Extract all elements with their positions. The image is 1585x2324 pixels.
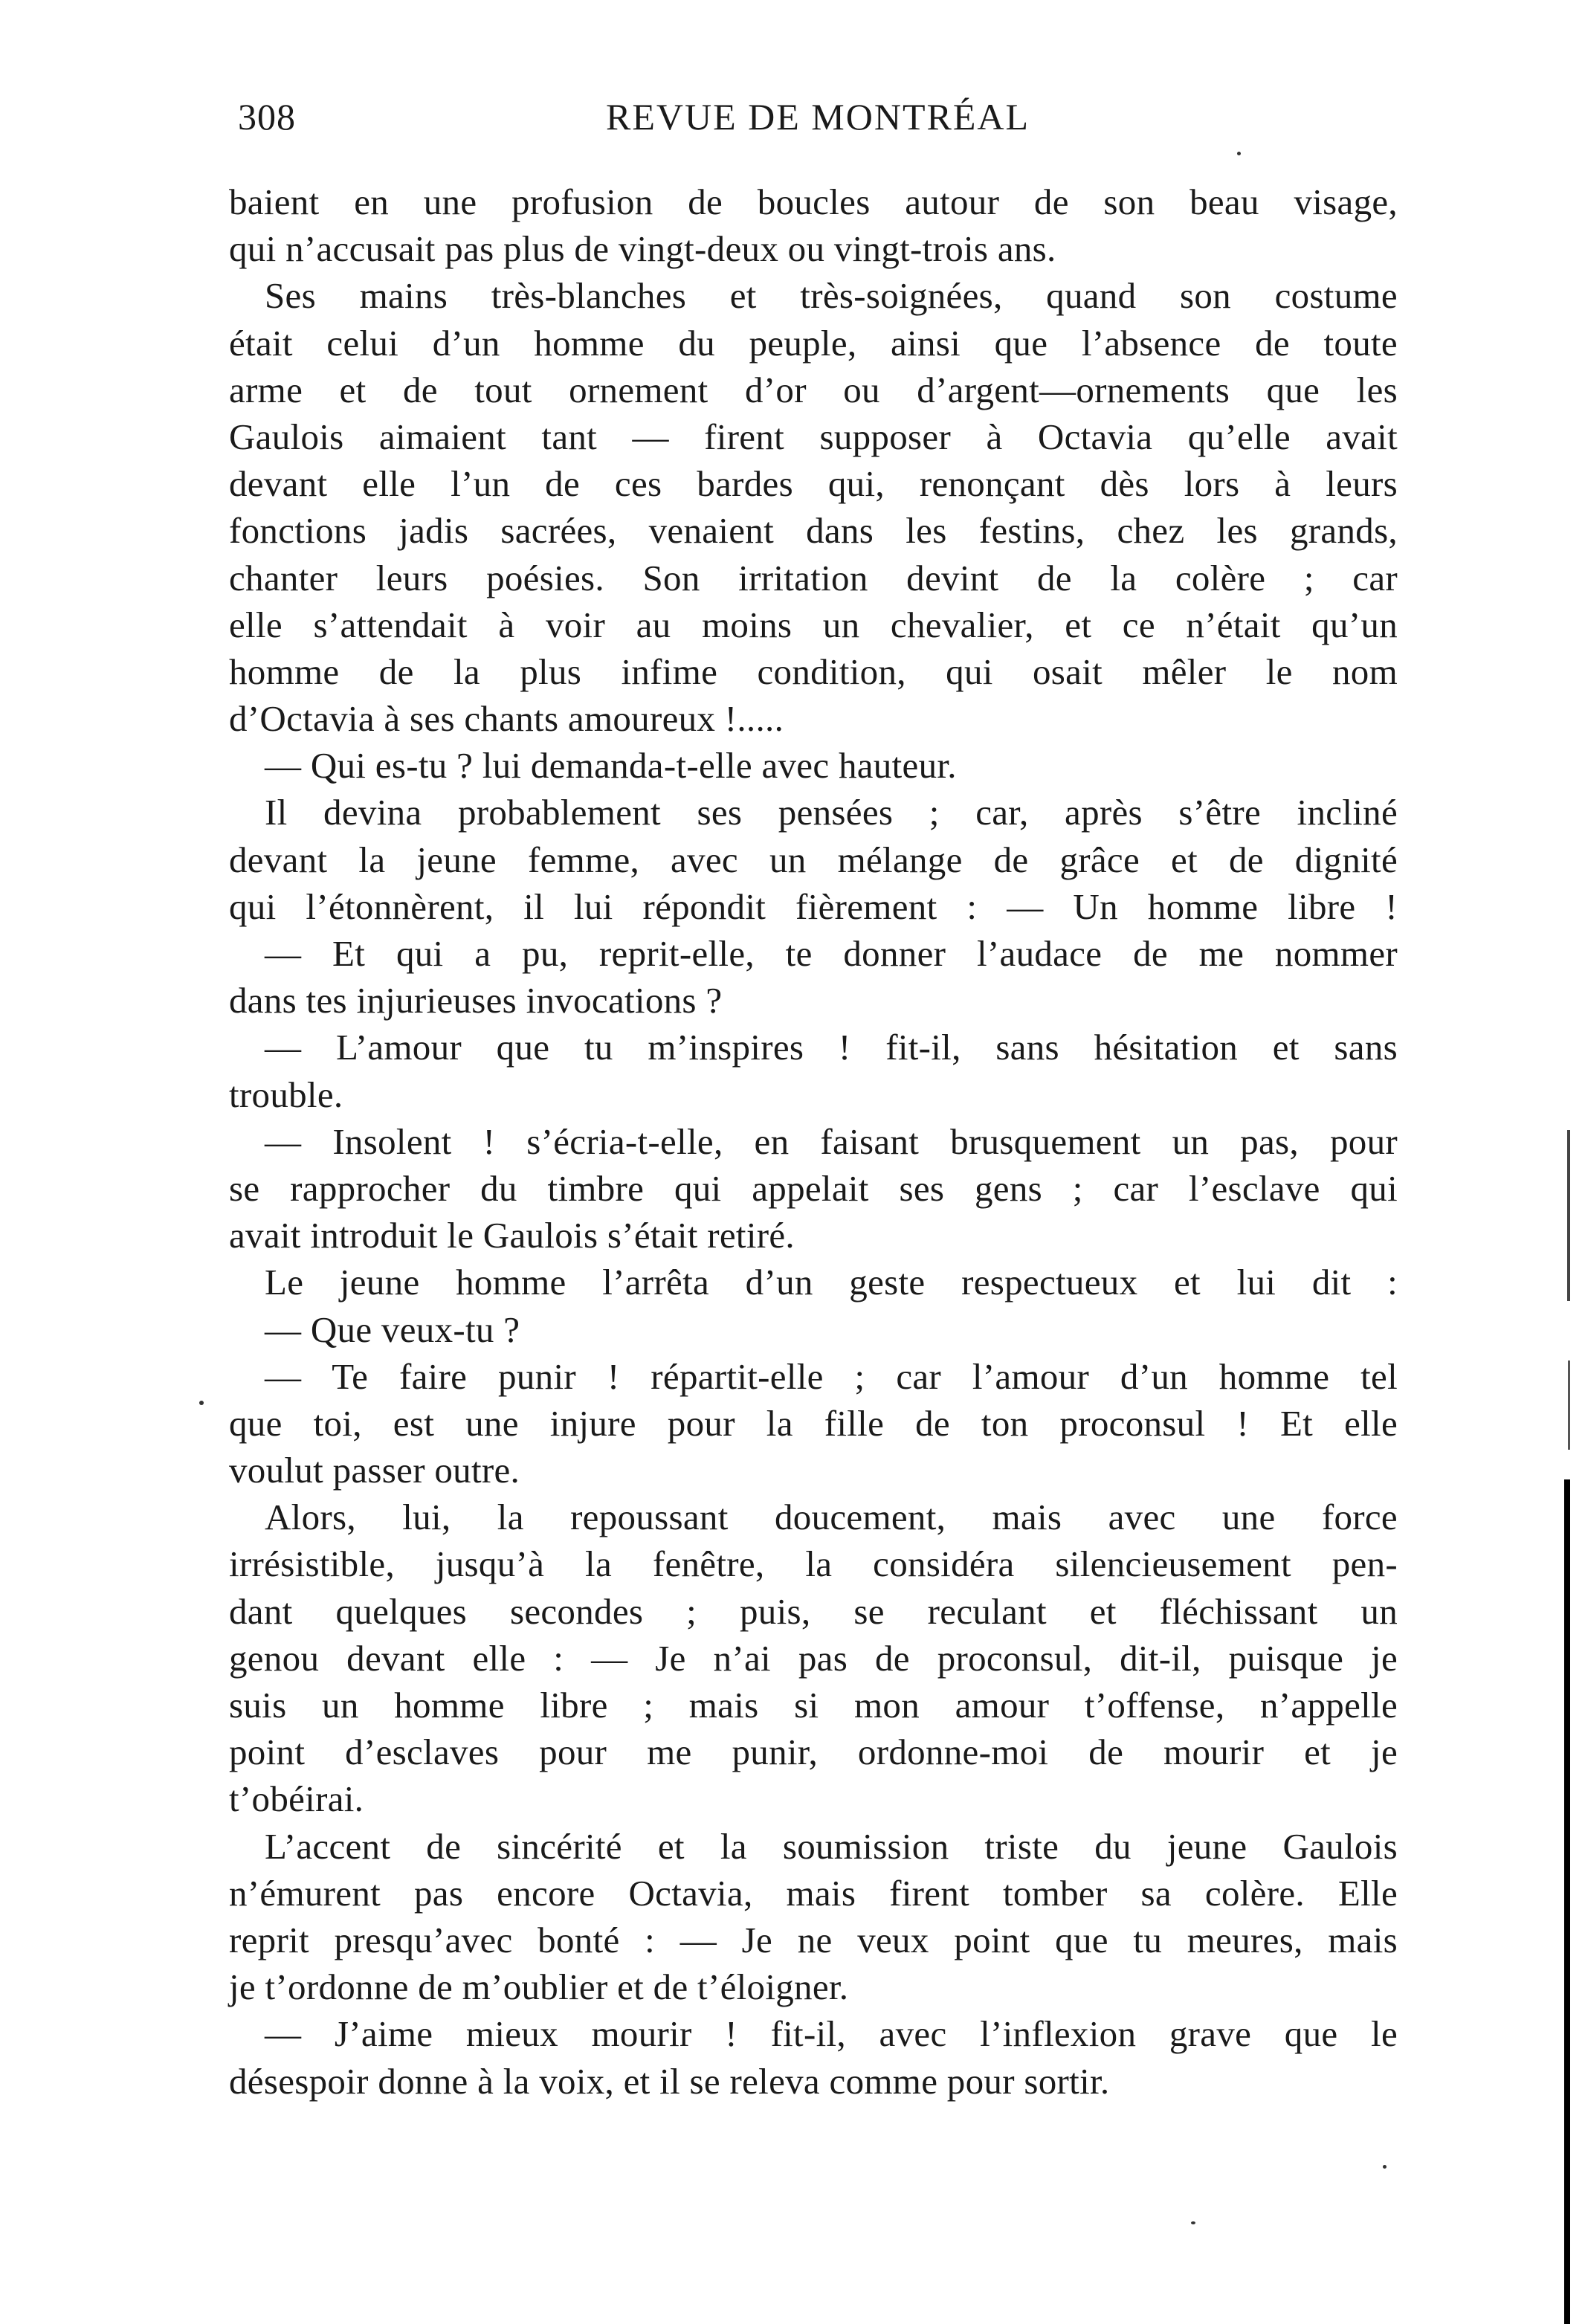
text-line: L’accent de sincérité et la soumission triste du jeune Gaulois: [265, 1825, 1398, 1867]
text-line: voulut passer outre.: [229, 1450, 520, 1491]
text-line: Le jeune homme l’arrêta d’un geste respectueux et lui dit :: [265, 1262, 1398, 1303]
text-line: — Qui es-tu ? lui demanda-t-elle avec hauteur.: [265, 745, 957, 787]
text-line: dant quelques secondes ; puis, se reculant et fléchissant un: [229, 1590, 1398, 1632]
scan-margin-line: [1568, 1360, 1570, 1450]
ink-speck: [1191, 2221, 1195, 2224]
text-line: — Te faire punir ! répartit-elle ; car l’amour d’un homme tel: [265, 1355, 1398, 1397]
text-line: avait introduit le Gaulois s’était retiré.: [229, 1215, 795, 1256]
text-line: arme et de tout ornement d’or ou d’argent—ornements que les: [229, 369, 1398, 410]
text-line: reprit presqu’avec bonté : — Je ne veux point que tu meures, mais: [229, 1919, 1398, 1960]
text-line: je t’ordonne de m’oublier et de t’éloigner.: [229, 1966, 849, 2008]
text-line: qui n’accusait pas plus de vingt-deux ou vingt-trois ans.: [229, 228, 1056, 270]
text-line: Gaulois aimaient tant — firent supposer à Octavia qu’elle avait: [229, 416, 1398, 457]
text-line: se rapprocher du timbre qui appelait ses gens ; car l’esclave qui: [229, 1167, 1398, 1209]
text-line: devant elle l’un de ces bardes qui, renonçant dès lors à leurs: [229, 463, 1398, 505]
text-line: genou devant elle : — Je n’ai pas de proconsul, dit-il, puisque je: [229, 1637, 1398, 1679]
text-line: fonctions jadis sacrées, venaient dans les festins, chez les grands,: [229, 510, 1398, 552]
text-line: — Que veux-tu ?: [265, 1308, 520, 1350]
text-line: était celui d’un homme du peuple, ainsi que l’absence de toute: [229, 322, 1398, 364]
text-line: n’émurent pas encore Octavia, mais firent tomber sa colère. Elle: [229, 1872, 1398, 1914]
text-line: homme de la plus infime condition, qui osait mêler le nom: [229, 651, 1398, 692]
text-line: trouble.: [229, 1074, 343, 1115]
text-line: — Insolent ! s’écria-t-elle, en faisant brusquement un pas, pour: [265, 1120, 1398, 1162]
text-line: point d’esclaves pour me punir, ordonne-moi de mourir et je: [229, 1731, 1398, 1773]
text-line: désespoir donne à la voix, et il se releva comme pour sortir.: [229, 2060, 1110, 2102]
text-line: Alors, lui, la repoussant doucement, mais avec une force: [265, 1497, 1398, 1538]
text-line: Il devina probablement ses pensées ; car, après s’être incliné: [265, 792, 1398, 833]
text-line: — L’amour que tu m’inspires ! fit-il, sans hésitation et sans: [265, 1027, 1398, 1068]
text-line: elle s’attendait à voir au moins un chevalier, et ce n’était qu’un: [229, 604, 1398, 645]
text-line: suis un homme libre ; mais si mon amour t’offense, n’appelle: [229, 1685, 1398, 1726]
text-line: devant la jeune femme, avec un mélange de grâce et de dignité: [229, 839, 1398, 880]
text-line: — J’aime mieux mourir ! fit-il, avec l’inflexion grave que le: [265, 2013, 1398, 2055]
text-line: d’Octavia à ses chants amoureux !.....: [229, 698, 784, 740]
text-line: — Et qui a pu, reprit-elle, te donner l’audace de me nommer: [265, 933, 1398, 974]
text-line: qui l’étonnèrent, il lui répondit fièrement : — Un homme libre !: [229, 885, 1398, 927]
text-line: baient en une profusion de boucles autour de son beau visage,: [229, 181, 1398, 222]
ink-speck: [1237, 152, 1241, 155]
scan-margin-edge: [1564, 1479, 1570, 2324]
ink-speck: [1383, 2165, 1387, 2169]
ink-speck: [199, 1401, 204, 1405]
text-line: Ses mains très-blanches et très-soignées, quand son costume: [265, 275, 1398, 317]
text-line: irrésistible, jusqu’à la fenêtre, la considéra silencieusement pen-: [229, 1543, 1398, 1585]
scan-margin-line: [1567, 1130, 1570, 1301]
page-header: [238, 95, 1398, 147]
page-number: 308: [238, 96, 296, 138]
text-line: que toi, est une injure pour la fille de ton proconsul ! Et elle: [229, 1402, 1398, 1444]
text-line: t’obéirai.: [229, 1778, 364, 1820]
text-line: chanter leurs poésies. Son irritation devint de la colère ; car: [229, 557, 1398, 598]
body-text: [229, 178, 1398, 2105]
running-title: REVUE DE MONTRÉAL: [605, 96, 1030, 138]
text-line: dans tes injurieuses invocations ?: [229, 980, 723, 1021]
